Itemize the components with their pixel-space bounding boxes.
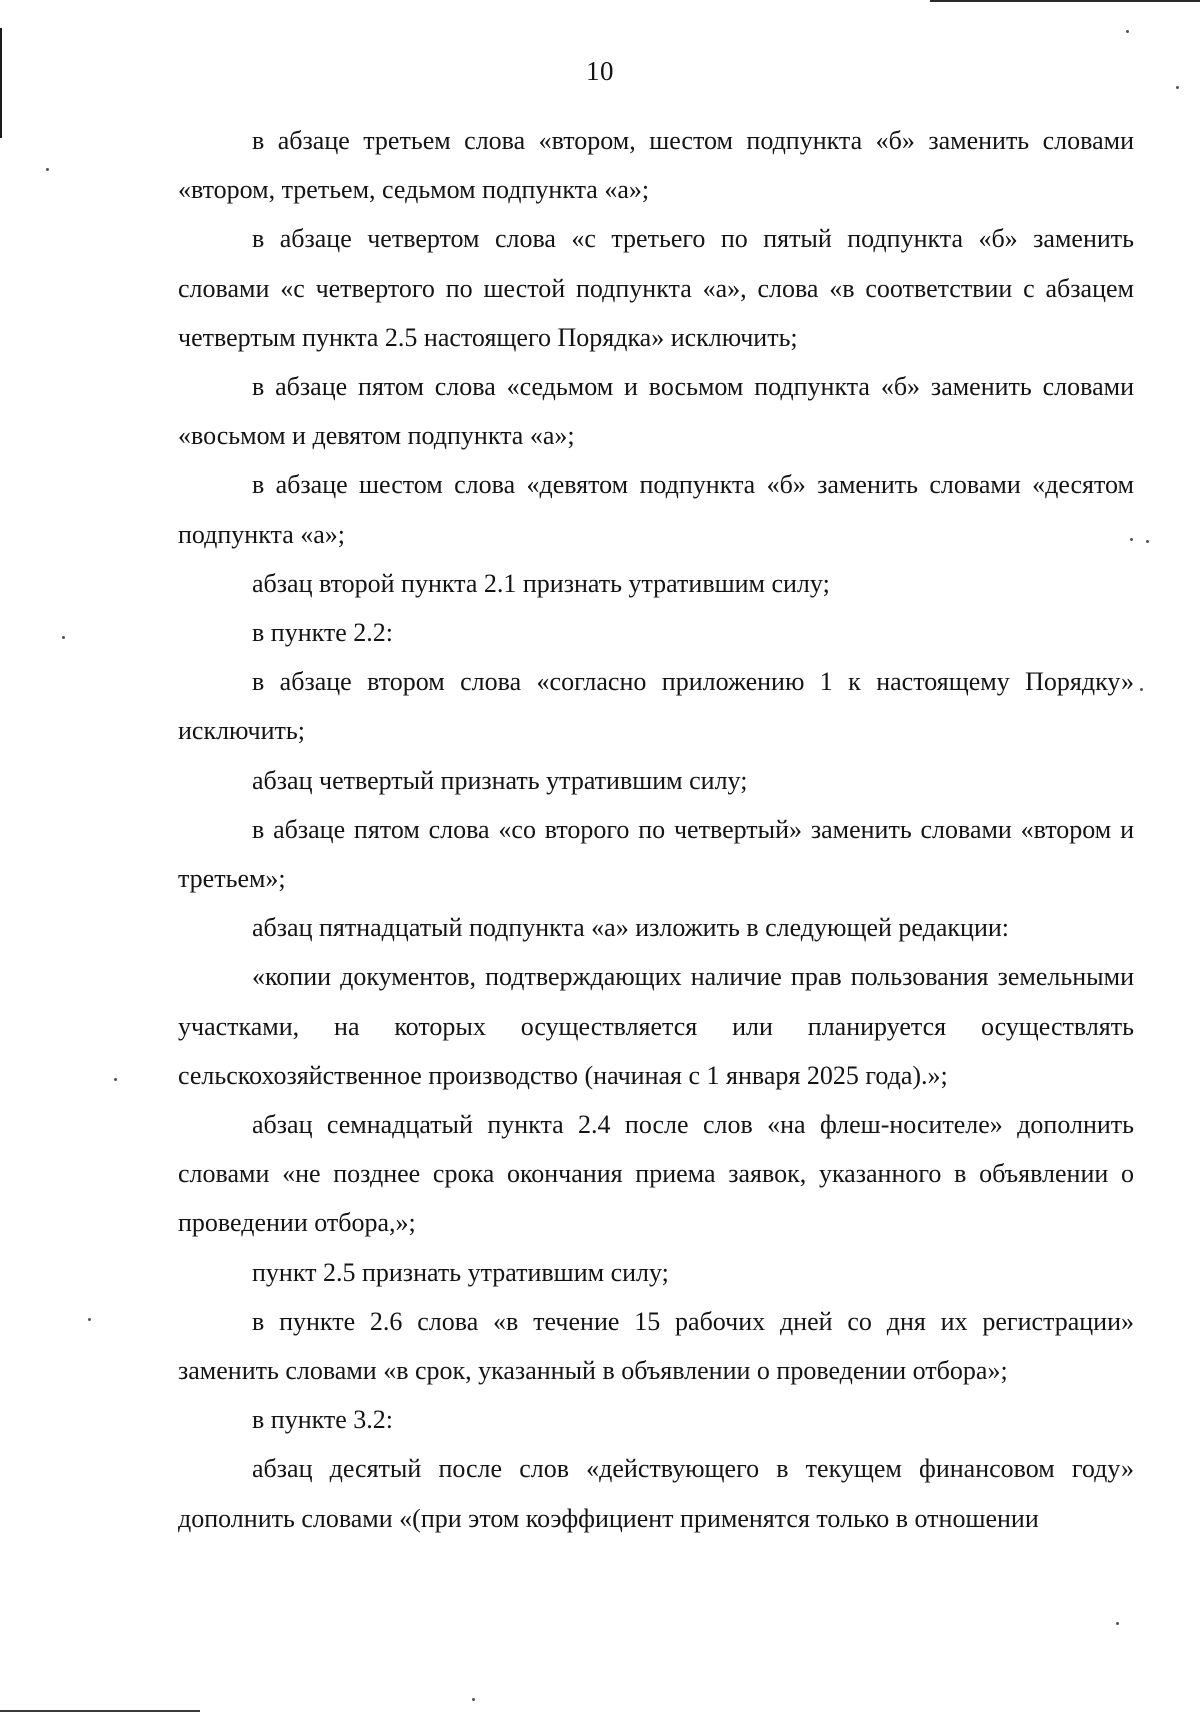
scan-speck bbox=[1126, 30, 1129, 33]
paragraph: абзац семнадцатый пункта 2.4 после слов «на флеш-носителе» дополнить словами «не позднее срока окончания приема заявок, указанного в объявлении о проведении отбора,»; bbox=[178, 1110, 1134, 1238]
scan-speck bbox=[46, 168, 49, 171]
paragraph: абзац четвертый признать утратившим силу; bbox=[252, 765, 748, 795]
scan-speck bbox=[1176, 86, 1179, 89]
scan-speck bbox=[1146, 540, 1149, 543]
paragraph: абзац десятый после слов «действующего в текущем финансовом году» дополнить словами «(при этом коэффициент применятся только в отношении bbox=[178, 1454, 1134, 1533]
paragraph: в абзаце четвертом слова «с третьего по пятый подпункта «б» заменить словами «с четвертого по шестой подпункта «а», слова «в соответствии с абзацем четвертым пункта 2.5 настоящего Порядка» исключить; bbox=[178, 224, 1134, 352]
paragraph: «копии документов, подтверждающих наличие прав пользования земельными участками, на которых осуществляется или планируется осуществлять сельскохозяйственное производство (начиная с 1 января 2025 года).»; bbox=[178, 962, 1134, 1090]
paragraph: в абзаце пятом слова «со второго по четвертый» заменить словами «втором и третьем»; bbox=[178, 814, 1134, 894]
paragraph: в абзаце пятом слова «седьмом и восьмом подпункта «б» заменить словами «восьмом и девятом подпункта «а»; bbox=[178, 372, 1134, 451]
paragraph: в пункте 2.6 слова «в течение 15 рабочих дней со дня их регистрации» заменить словами «в срок, указанный в объявлении о проведении отбора»; bbox=[178, 1306, 1134, 1386]
scan-edge-bottom bbox=[0, 1710, 200, 1712]
scan-speck bbox=[472, 1698, 475, 1701]
document-body bbox=[178, 116, 1134, 1543]
scan-speck bbox=[114, 1078, 117, 1081]
scan-speck bbox=[1140, 688, 1143, 691]
paragraph: в пункте 2.2: bbox=[252, 618, 394, 648]
paragraph: абзац второй пункта 2.1 признать утратившим силу; bbox=[252, 568, 830, 598]
scan-speck bbox=[1130, 538, 1133, 541]
paragraph: в абзаце третьем слова «втором, шестом подпункта «б» заменить словами «втором, третьем, седьмом подпункта «а»; bbox=[178, 126, 1134, 205]
page-number: 10 bbox=[586, 56, 614, 86]
paragraph: в пункте 3.2: bbox=[252, 1405, 394, 1435]
paragraph: абзац пятнадцатый подпункта «а» изложить в следующей редакции: bbox=[252, 913, 1009, 943]
paragraph: в абзаце втором слова «согласно приложению 1 к настоящему Порядку» исключить; bbox=[178, 667, 1134, 746]
paragraph: в абзаце шестом слова «девятом подпункта «б» заменить словами «десятом подпункта «а»; bbox=[178, 470, 1134, 549]
paragraph: пункт 2.5 признать утратившим силу; bbox=[252, 1257, 669, 1287]
scan-speck bbox=[62, 636, 65, 639]
scan-speck bbox=[1116, 1622, 1119, 1625]
scan-speck bbox=[88, 1318, 91, 1321]
scan-edge-top bbox=[930, 0, 1200, 2]
